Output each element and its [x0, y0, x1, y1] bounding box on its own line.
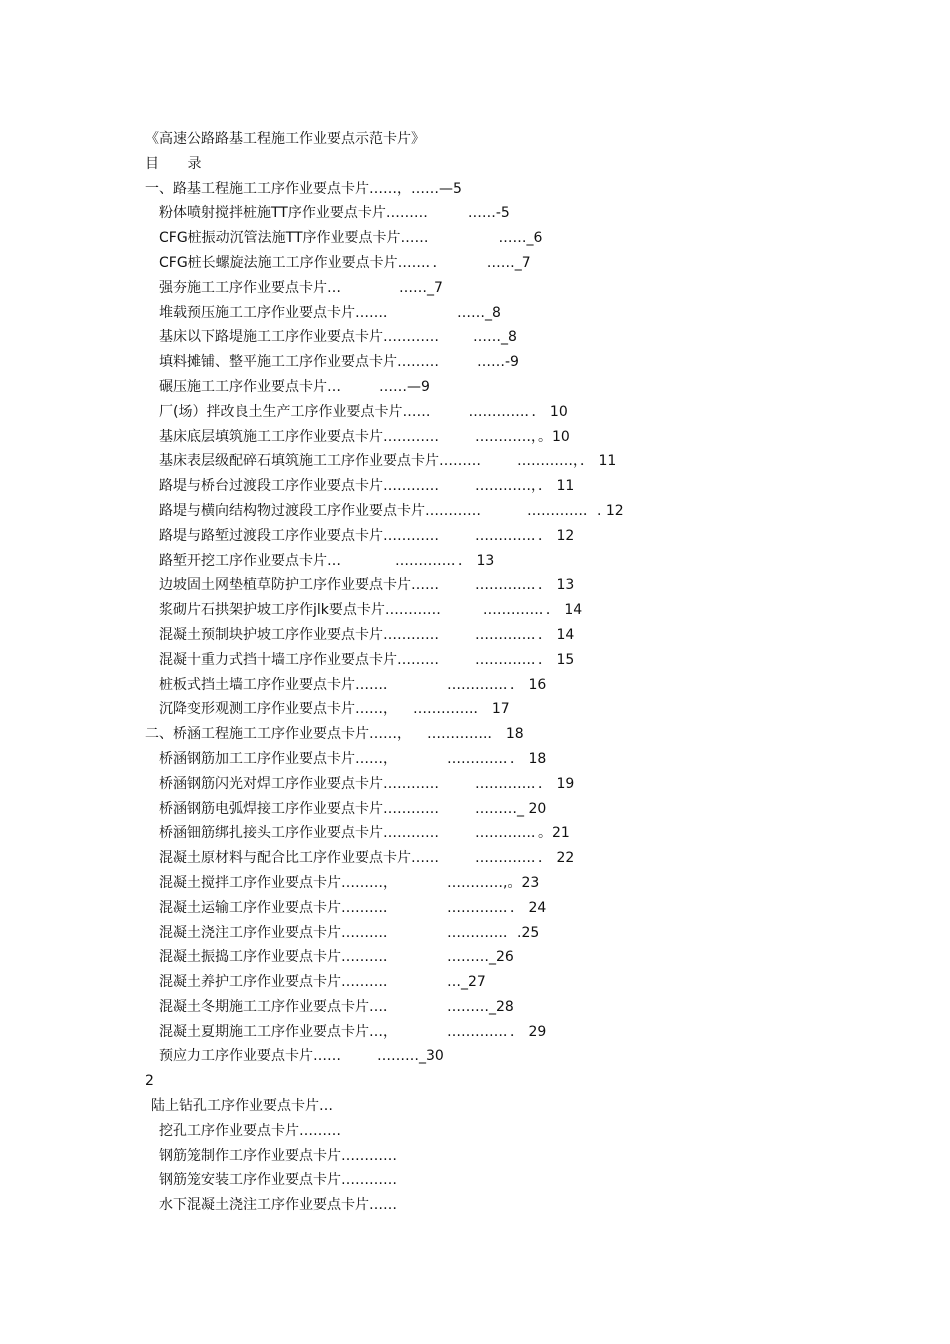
toc-entry-title: 浆砌片石拱架护坡工序作jlk要点卡片………… — [159, 602, 441, 619]
toc-entry-title: 水下混凝土浇注工序作业要点卡片…… — [159, 1197, 397, 1214]
toc-entry[interactable] — [145, 648, 885, 673]
toc-entry-title: 粉体喷射搅拌桩施TT序作业要点卡片……… — [159, 205, 428, 222]
toc-entry-page-leader: …………．． 19 — [475, 775, 575, 792]
toc-entry-title: 路堤与横向结构物过渡段工序作业要点卡片………… — [159, 502, 481, 519]
toc-entry[interactable] — [145, 970, 885, 995]
toc-entry-title: 混凝土浇注工序作业要点卡片………． — [159, 924, 397, 941]
toc-entry-title: CFG桩振动沉管法施TT序作业要点卡片…… — [159, 230, 429, 247]
toc-entry-page-leader: ……_8 — [473, 329, 517, 346]
toc-entry[interactable] — [145, 549, 885, 574]
toc-entry-title: 基床以下路堤施工工序作业要点卡片………… — [159, 329, 439, 346]
toc-entry-page-leader: …………．． 10 — [468, 403, 568, 420]
toc-entry[interactable] — [145, 177, 885, 202]
toc-entry[interactable] — [145, 301, 885, 326]
document-title: 《高速公路路基工程施工作业要点示范卡片》 — [145, 131, 425, 147]
toc-entry-title: 堆载预压施工工序作业要点卡片……． — [159, 304, 397, 321]
toc-entry-page-leader: …_27 — [447, 974, 486, 991]
toc-entry[interactable] — [145, 1020, 885, 1045]
toc-entry[interactable] — [145, 896, 885, 921]
toc-entry[interactable] — [145, 1119, 885, 1144]
toc-entry-title: 边坡固土网垫植草防护工序作业要点卡片…… — [159, 577, 439, 594]
toc-entry-title: 桥涵钢筋电弧焊接工序作业要点卡片………… — [159, 800, 439, 817]
toc-entry-title: 挖孔工序作业要点卡片……… — [159, 1122, 341, 1139]
toc-entry-title: CFG桩长螺旋法施工工序作业要点卡片……．． — [159, 254, 447, 271]
toc-entry-page-leader: …………．． 18 — [447, 750, 547, 767]
table-of-contents — [145, 127, 885, 1218]
toc-entry-title: 混凝土运输工序作业要点卡片………． — [159, 899, 397, 916]
toc-entry-title: 一、路基工程施工工序作业要点卡片……， — [145, 180, 411, 197]
toc-entries — [145, 177, 885, 1070]
toc-entry[interactable] — [145, 1144, 885, 1169]
toc-entry[interactable] — [145, 797, 885, 822]
toc-entry-page-leader: …………．． 16 — [447, 676, 547, 693]
toc-entry[interactable] — [145, 425, 885, 450]
toc-entry-title: 强夯施工工序作业要点卡片… — [159, 279, 341, 296]
toc-entry-page-leader: …………．． 15 — [475, 651, 575, 668]
toc-entry[interactable] — [145, 375, 885, 400]
toc-entry[interactable] — [145, 598, 885, 623]
toc-entry[interactable] — [145, 226, 885, 251]
toc-entry[interactable] — [145, 673, 885, 698]
toc-entry-title: 路堑开挖工序作业要点卡片… — [159, 552, 341, 569]
toc-entry-title: 沉降变形观测工序作业要点卡片……， — [159, 701, 397, 718]
toc-entry-page-leader: ………_ 20 — [475, 800, 547, 817]
toc-entry-title: 桥涵钢筋加工工序作业要点卡片……， — [159, 750, 397, 767]
toc-entry[interactable] — [145, 201, 885, 226]
toc-entry[interactable] — [145, 697, 885, 722]
toc-entry-page-leader: …………．． 29 — [447, 1023, 547, 1040]
toc-entry-page-leader: ………….． 18 — [427, 726, 524, 743]
toc-entry[interactable] — [145, 1044, 885, 1069]
toc-entry-title: 预应力工序作业要点卡片…… — [159, 1048, 341, 1065]
toc-entry-page-leader: …………．. 12 — [527, 502, 624, 519]
toc-entry-page-leader: ………….． 17 — [413, 701, 510, 718]
toc-entry-page-leader: …………．． 14 — [482, 602, 583, 619]
toc-entry-title: 填料摊铺、整平施工工序作业要点卡片……… — [159, 354, 439, 371]
toc-entry-page-leader: …………，。10 — [475, 428, 570, 445]
page-number: 2 — [145, 1073, 154, 1090]
toc-entry-page-leader: …………．． 22 — [475, 850, 575, 867]
toc-entry-page-leader: ………_26 — [447, 949, 514, 966]
toc-entry-page-leader: ……_6 — [498, 230, 543, 247]
toc-entry-page-leader: …………．。21 — [475, 825, 570, 842]
toc-entry[interactable] — [145, 995, 885, 1020]
toc-entry-page-leader: ……_7 — [399, 279, 443, 296]
toc-entry-title: 混凝十重力式挡十墙工序作业要点卡片……… — [159, 651, 439, 668]
toc-entry[interactable] — [145, 400, 885, 425]
toc-entry-page-leader: ……-5 — [467, 205, 510, 222]
toc-entry[interactable] — [145, 350, 885, 375]
toc-entry-page-leader: …………,。23 — [447, 874, 540, 891]
toc-entry-title: 路堤与路堑过渡段工序作业要点卡片………… — [159, 527, 439, 544]
toc-entry-title: 桩板式挡土墙工序作业要点卡片……． — [159, 676, 397, 693]
toc-entry[interactable] — [145, 921, 885, 946]
toc-entry[interactable] — [145, 846, 885, 871]
toc-entry[interactable] — [145, 747, 885, 772]
toc-entry-page-leader: ………_28 — [447, 998, 514, 1015]
toc-entry-title: 桥涵钢筋闪光对焊工序作业要点卡片………… — [159, 775, 439, 792]
toc-entry[interactable] — [145, 325, 885, 350]
toc-entry-title: 基床表层级配碎石填筑施工工序作业要点卡片……… — [159, 453, 481, 470]
toc-entry-page-leader: …………．.25 — [447, 924, 540, 941]
toc-entry-title: 路堤与桥台过渡段工序作业要点卡片………… — [159, 478, 439, 495]
toc-entry-page-leader: …………．． 24 — [447, 899, 547, 916]
toc-entry-title: 二、桥涵工程施工工序作业要点卡片……， — [145, 726, 411, 743]
toc-entry-title: 钢筋笼安装工序作业要点卡片………… — [159, 1172, 397, 1189]
toc-entry[interactable] — [145, 1193, 885, 1218]
toc-entry-title: 陆上钻孔工序作业要点卡片… — [151, 1098, 333, 1115]
toc-entry-page-leader: ……—5 — [411, 180, 462, 197]
toc-entry[interactable] — [145, 1094, 885, 1119]
toc-entry-title: 厂(场）拌改良土生产工序作业要点卡片…… — [159, 403, 431, 420]
toc-entry[interactable] — [145, 772, 885, 797]
toc-entry-title: 混凝土养护工序作业要点卡片………． — [159, 974, 397, 991]
toc-entry-page-leader: …………．． 12 — [475, 527, 575, 544]
toc-entry-page-leader: ……_7 — [486, 254, 531, 271]
toc-entry-title: 混凝土预制块护坡工序作业要点卡片………… — [159, 626, 439, 643]
toc-entry-title: 碾压施工工序作业要点卡片… — [159, 378, 341, 395]
toc-entry[interactable] — [145, 871, 885, 896]
toc-entry[interactable] — [145, 474, 885, 499]
toc-continuation — [145, 1094, 885, 1218]
toc-entry[interactable] — [145, 276, 885, 301]
toc-entry-page-leader: …………，． 11 — [517, 453, 617, 470]
toc-entry[interactable] — [145, 524, 885, 549]
toc-entry[interactable] — [145, 945, 885, 970]
toc-entry-page-leader: …………．． 14 — [475, 626, 575, 643]
toc-entry[interactable] — [145, 623, 885, 648]
toc-entry-page-leader: ……—9 — [379, 378, 430, 395]
toc-entry-page-leader: …………．． 13 — [395, 552, 495, 569]
toc-entry-title: 混凝土冬期施工工序作业要点卡片…． — [159, 998, 397, 1015]
toc-entry-title: 混凝土振捣工序作业要点卡片………． — [159, 949, 397, 966]
toc-entry[interactable] — [145, 449, 885, 474]
toc-entry-page-leader: ……-9 — [477, 354, 519, 371]
toc-entry-title: 基床底层填筑施工工序作业要点卡片………… — [159, 428, 439, 445]
toc-entry[interactable] — [145, 722, 885, 747]
toc-entry-page-leader: ………_30 — [377, 1048, 444, 1065]
toc-entry-page-leader: …………．． 13 — [475, 577, 575, 594]
toc-entry-page-leader: …………，． 11 — [475, 478, 575, 495]
toc-entry[interactable] — [145, 499, 885, 524]
toc-entry-title: 混凝土搅拌工序作业要点卡片………， — [159, 874, 397, 891]
toc-entry-title: 钢筋笼制作工序作业要点卡片………… — [159, 1147, 397, 1164]
toc-entry-page-leader: ……_8 — [457, 304, 501, 321]
toc-entry-title: 桥涵钿筋绑扎接头工序作业要点卡片………… — [159, 825, 439, 842]
toc-entry[interactable] — [145, 1168, 885, 1193]
toc-entry[interactable] — [145, 573, 885, 598]
contents-heading: 目 录 — [145, 155, 214, 172]
toc-entry[interactable] — [145, 821, 885, 846]
toc-entry[interactable] — [145, 251, 885, 276]
toc-entry-title: 混凝土夏期施工工序作业要点卡片…， — [159, 1023, 397, 1040]
toc-entry-title: 混凝土原材料与配合比工序作业要点卡片…… — [159, 850, 439, 867]
